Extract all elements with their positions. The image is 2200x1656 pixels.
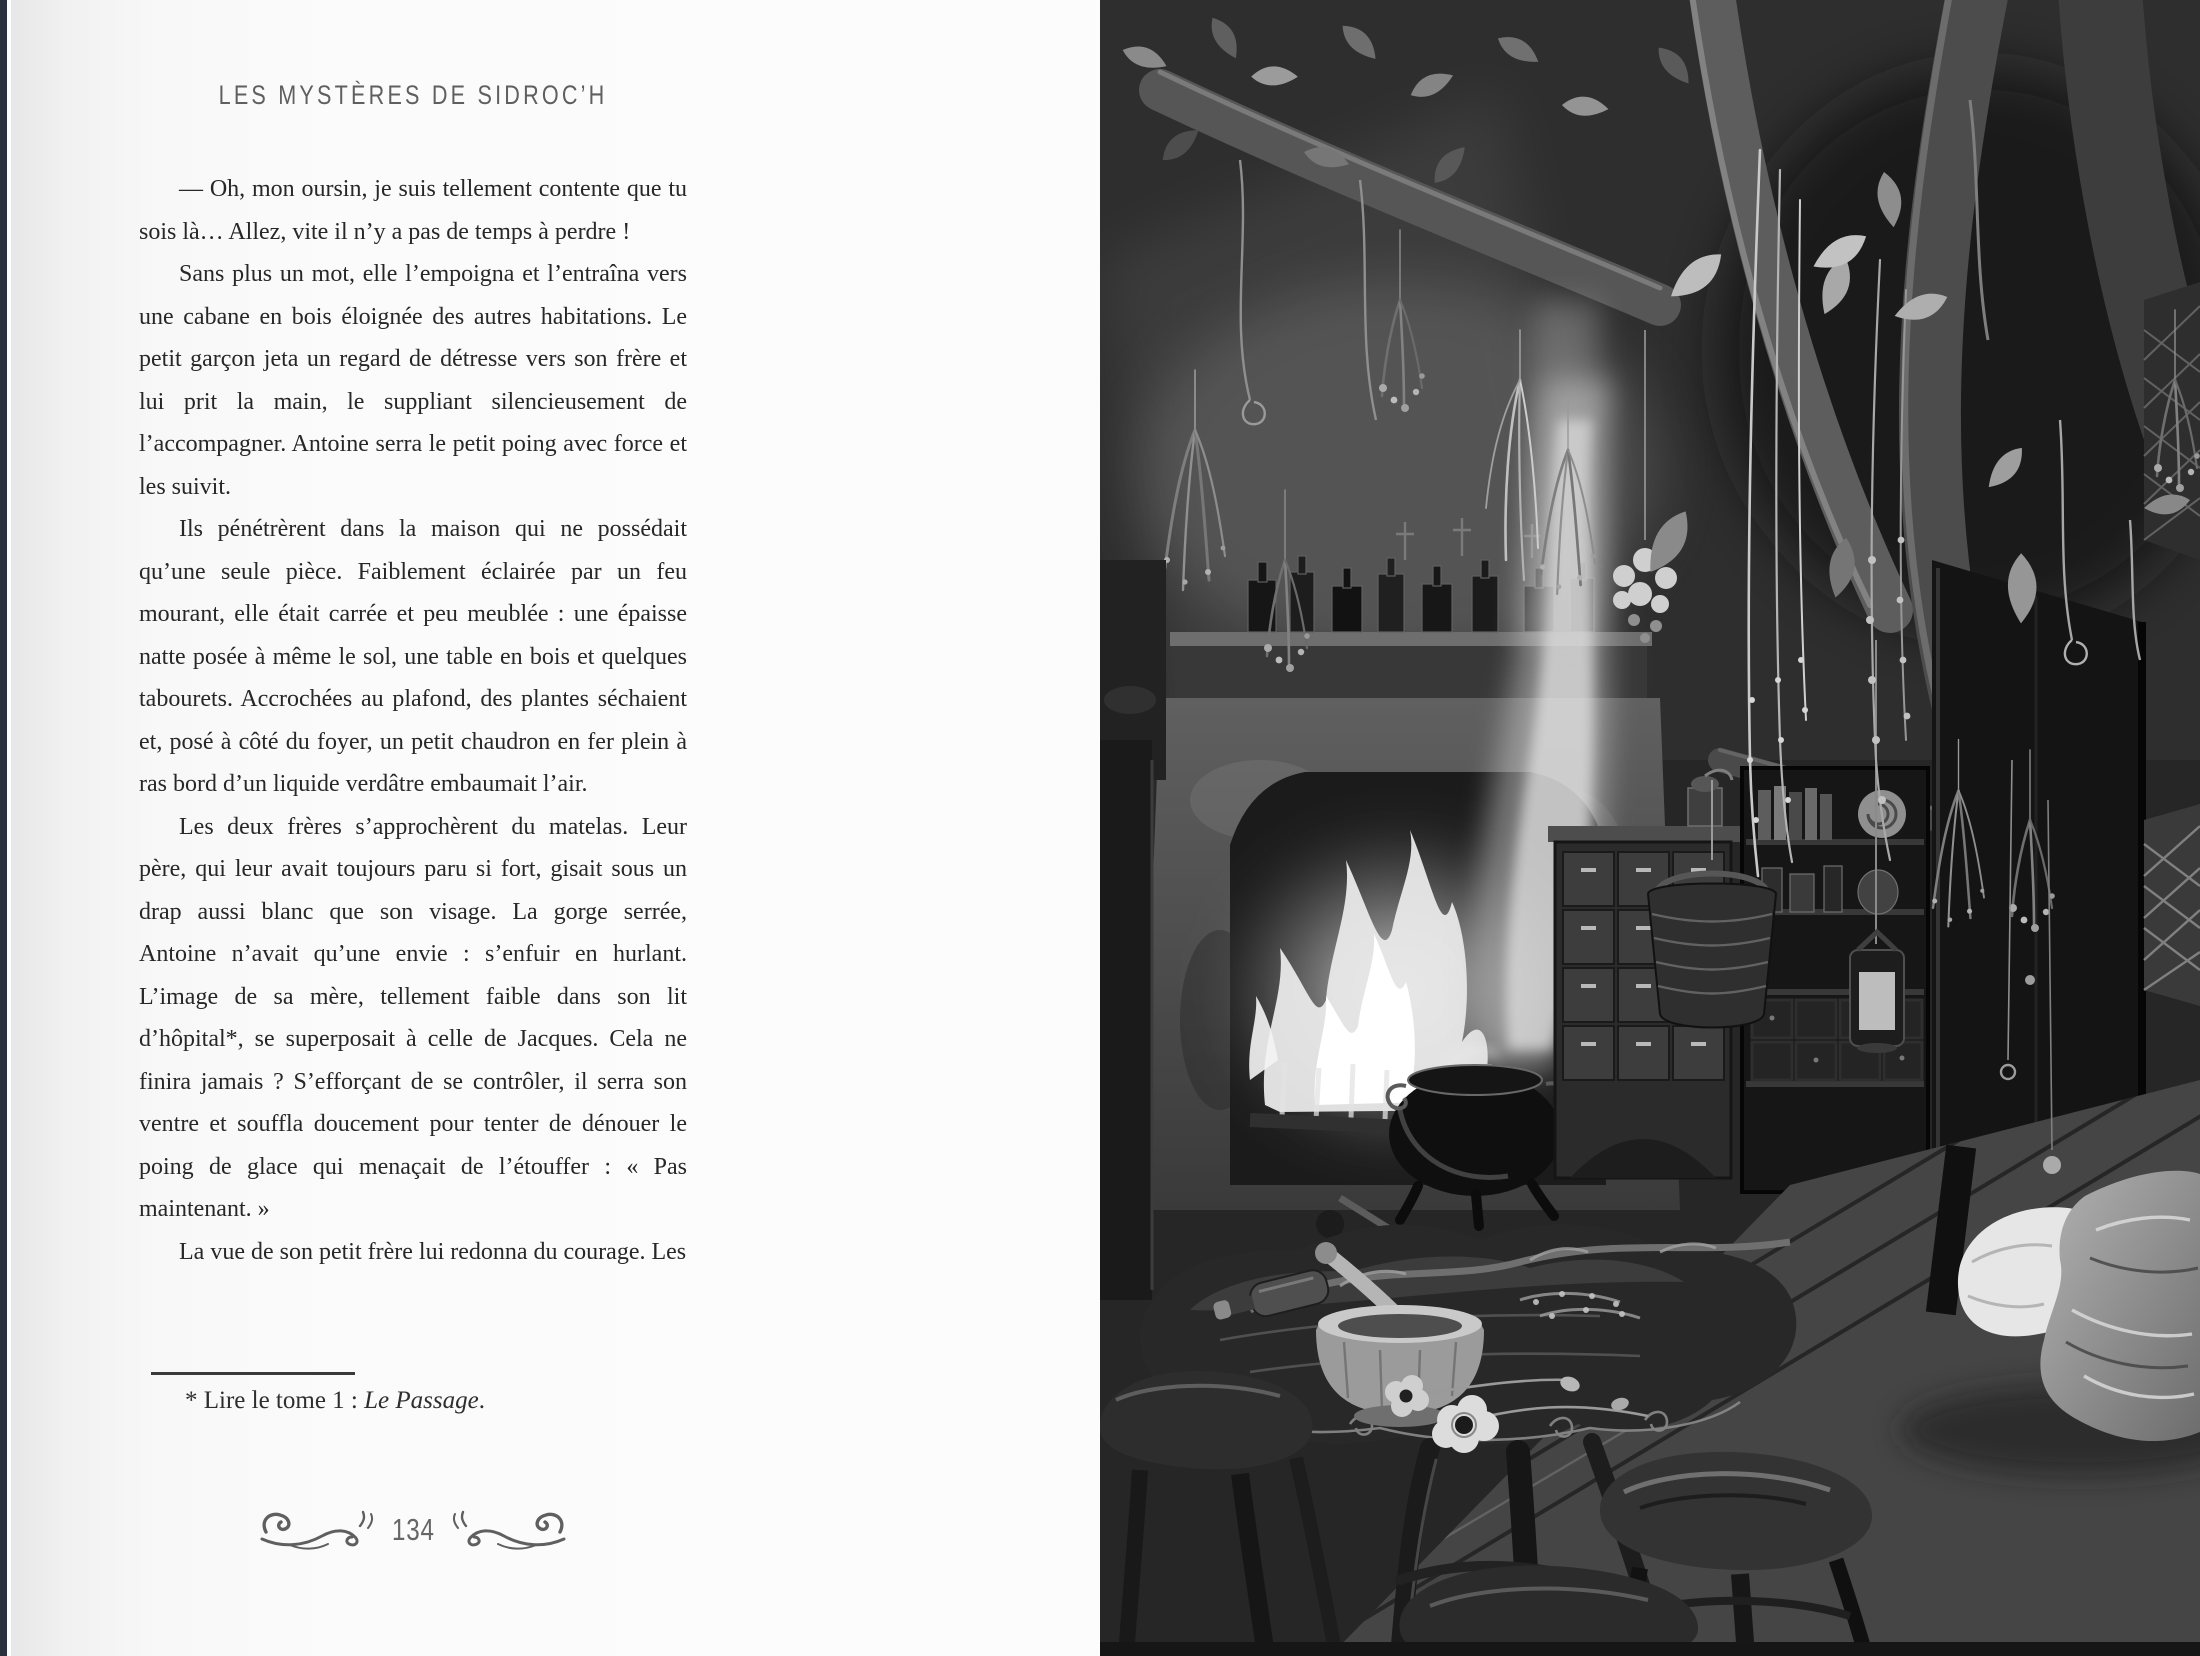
footnote-rule [151, 1372, 355, 1375]
footnote-period: . [478, 1387, 485, 1414]
running-header-text: LES MYSTÈRES DE SIDROC’H [218, 80, 608, 110]
lattice-window-lower [2144, 804, 2200, 1006]
page-number: 134 [391, 1512, 435, 1547]
illustration-page [1100, 0, 2200, 1656]
lattice-window-upper [2144, 282, 2200, 560]
bottom-edge-bar [1100, 1642, 2200, 1656]
footnote-book-title: Le Passage [364, 1387, 479, 1414]
body-paragraph: Ils pénétrèrent dans la maison qui ne possédait qu’une seule pièce. Faiblement éclairée par un feu mourant, elle était carrée et peu meublée : une épaisse natte posée à même le sol, une table en bois et quelques tabourets. Accrochées au plafond, des plantes séchaient et, posé à côté du foyer, un petit chaudron en fer plein à ras bord d’un liquide verdâtre embaumait l’air. [139, 516, 687, 797]
footnote [139, 1384, 687, 1418]
books [1758, 786, 1832, 840]
footnote-text: * Lire le tome 1 : [185, 1387, 365, 1414]
text-page [11, 0, 1100, 1656]
ornament-swirl-right [452, 1508, 570, 1552]
body-paragraph: Les deux frères s’approchèrent du matelas. Leur père, qui leur avait toujours paru si fort, gisait sous un drap aussi blanc que son visage. La gorge serrée, Antoine n’avait qu’une envie : s’enfuir en hurlant. L’image de sa mère, tellement faible dans son lit d’hôpital*, se superposait à celle de Jacques. Cela ne finira jamais ? S’efforçant de se contrôler, il serra son ventre et souffla doucement pour tenter de dénouer le poing de glace qui menaçait de l’étouffer : « Pas maintenant. » [139, 813, 687, 1222]
body-text-column [139, 168, 687, 1273]
body-paragraph: — Oh, mon oursin, je suis tellement contente que tu sois là… Allez, vite il n’y a pas de temps à perdre ! [139, 176, 687, 245]
left-edge-strip [0, 0, 7, 1656]
shelf-bottles [1762, 866, 1898, 914]
body-paragraph: Sans plus un mot, elle l’empoigna et l’entraîna vers une cabane en bois éloignée des autres habitations. Le petit garçon jeta un regard de détresse vers son frère et lui prit la main, le suppliant silencieusement de l’accompagner. Antoine serra le petit poing avec force et les suivit. [139, 261, 687, 500]
body-paragraph: La vue de son petit frère lui redonna du courage. Les [179, 1238, 687, 1265]
folio-row [139, 1508, 687, 1552]
ornament-swirl-left [256, 1508, 374, 1552]
running-header [139, 80, 687, 111]
